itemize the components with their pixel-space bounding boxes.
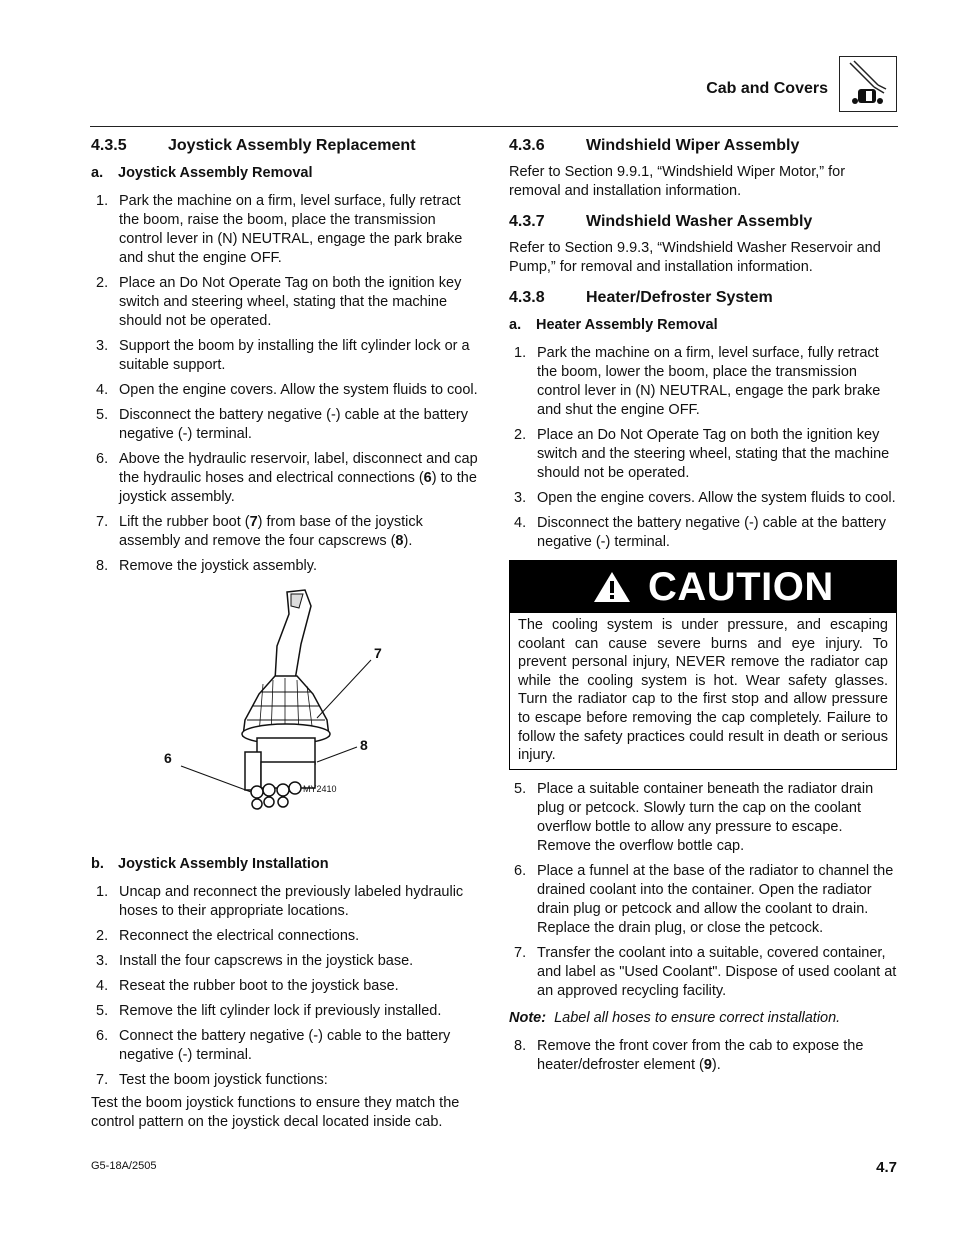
list-item bbox=[91, 337, 479, 375]
list-item bbox=[509, 344, 897, 420]
machine-icon bbox=[839, 56, 897, 112]
note-text: Label all hoses to ensure correct installation. bbox=[554, 1009, 841, 1026]
page-number: 4.7 bbox=[876, 1159, 897, 1176]
step-text: Uncap and reconnect the previously labeled hydraulic hoses to their appropriate locations. bbox=[119, 884, 464, 919]
caution-word: CAUTION bbox=[648, 564, 834, 609]
step-text: Test the boom joystick functions: bbox=[119, 1072, 328, 1088]
caution-text: The cooling system is under pressure, and escaping coolant can cause severe burns and eye injury. To prevent personal injury, NEVER remove the radiator cap while the cooling system is hot. Wear safety glasses. Turn the radiator cap to the first stop and allow pressure to escape before removing the cap completely. Failure to follow the safety practices could result in death or serious injury. bbox=[518, 617, 888, 764]
step-text: Connect the battery negative (-) cable to the battery negative (-) terminal. bbox=[119, 1028, 451, 1063]
section-heading-4-3-6 bbox=[509, 136, 897, 156]
caution-box bbox=[509, 560, 897, 770]
section-title: Heater/Defroster System bbox=[586, 289, 773, 306]
step-text: Place a suitable container beneath the radiator drain plug or petcock. Slowly turn the cap on the coolant overflow bottle to allow any pressure to escape. Remove the overflow bottle cap. bbox=[537, 780, 874, 854]
step-number: 3. bbox=[96, 338, 109, 354]
subheading-joystick-removal bbox=[91, 163, 479, 183]
step-text: Place an Do Not Operate Tag on both the ignition key switch and steering wheel, stating that the machine should not be operated. bbox=[119, 275, 462, 329]
step-number: 6. bbox=[96, 1028, 109, 1044]
step-number: 4. bbox=[96, 382, 109, 398]
step-text: Lift the rubber boot (7) from base of the joystick assembly and remove the four capscrews (8). bbox=[119, 514, 423, 549]
section-heading-4-3-7 bbox=[509, 212, 897, 232]
subheading-letter: a. bbox=[91, 165, 104, 181]
callout-8: 8 bbox=[360, 737, 368, 753]
step-text: Park the machine on a firm, level surface, fully retract the boom, raise the boom, place the transmission control lever in (N) NEUTRAL, engage the park brake and shut the engine OFF. bbox=[119, 193, 463, 266]
section-title: Windshield Washer Assembly bbox=[586, 213, 813, 230]
note bbox=[509, 1009, 897, 1028]
caution-header bbox=[510, 561, 896, 613]
section-heading-4-3-5 bbox=[91, 136, 479, 156]
list-item bbox=[91, 274, 479, 331]
closing-paragraph: Test the boom joystick functions to ensure they match the control pattern on the joystick decal located inside cab. bbox=[91, 1095, 460, 1130]
list-item bbox=[91, 406, 479, 444]
list-item bbox=[509, 514, 897, 552]
step-text: Remove the front cover from the cab to expose the heater/defroster element (9). bbox=[537, 1037, 864, 1073]
step-text: Support the boom by installing the lift cylinder lock or a suitable support. bbox=[119, 338, 470, 373]
section-title: Joystick Assembly Replacement bbox=[168, 137, 416, 154]
section-number: 4.3.8 bbox=[509, 289, 545, 306]
step-number: 2. bbox=[96, 275, 109, 291]
subheading-joystick-installation bbox=[91, 854, 479, 874]
list-item bbox=[91, 977, 479, 996]
step-text: Remove the lift cylinder lock if previously installed. bbox=[119, 1003, 442, 1019]
subheading-letter: b. bbox=[91, 856, 104, 872]
step-number: 8. bbox=[96, 558, 109, 574]
list-item bbox=[91, 513, 479, 551]
step-number: 2. bbox=[96, 928, 109, 944]
document-id: G5-18A/2505 bbox=[91, 1160, 157, 1172]
step-text: Reconnect the electrical connections. bbox=[119, 928, 360, 944]
joystick-assembly-illustration bbox=[91, 584, 479, 844]
subheading-title: Joystick Assembly Removal bbox=[118, 165, 313, 181]
callout-6: 6 bbox=[164, 750, 172, 766]
right-column bbox=[509, 136, 897, 1083]
step-number: 8. bbox=[514, 1037, 527, 1054]
step-text: Park the machine on a firm, level surface, fully retract the boom, lower the boom, place the transmission control lever in (N) NEUTRAL, engage the park brake and shut the engine OFF. bbox=[537, 345, 881, 418]
list-item bbox=[91, 952, 479, 971]
list-item bbox=[509, 426, 897, 483]
step-number: 4. bbox=[514, 515, 527, 531]
list-item bbox=[91, 883, 479, 921]
list-item bbox=[509, 1037, 897, 1075]
step-number: 7. bbox=[96, 514, 109, 530]
step-text: Open the engine covers. Allow the system fluids to cool. bbox=[119, 382, 478, 398]
step-text: Open the engine covers. Allow the system fluids to cool. bbox=[537, 490, 896, 506]
heater-removal-steps-1-4 bbox=[509, 344, 897, 552]
step-number: 5. bbox=[96, 407, 109, 423]
section-heading-4-3-8 bbox=[509, 288, 897, 308]
step-text: Place a funnel at the base of the radiator to channel the drained coolant into the container. Open the radiator drain plug or petcock and allow the coolant to drain. Replace the drain plug, or close the petcock. bbox=[537, 862, 894, 936]
header-rule bbox=[90, 126, 898, 127]
step-number: 5. bbox=[514, 780, 527, 797]
subheading-title: Heater Assembly Removal bbox=[536, 317, 718, 333]
joystick-removal-steps bbox=[91, 192, 479, 576]
list-item bbox=[509, 862, 897, 938]
step-text: Place an Do Not Operate Tag on both the ignition key switch and the steering wheel, stating that the machine should not be operated. bbox=[537, 427, 890, 481]
step-number: 5. bbox=[96, 1003, 109, 1019]
list-item bbox=[91, 1071, 479, 1090]
subheading-title: Joystick Assembly Installation bbox=[118, 856, 329, 872]
section-number: 4.3.5 bbox=[91, 137, 127, 154]
step-number: 1. bbox=[96, 884, 109, 900]
list-item bbox=[91, 927, 479, 946]
list-item bbox=[91, 1002, 479, 1021]
step-number: 1. bbox=[96, 193, 109, 209]
figure-id: MY2410 bbox=[303, 784, 337, 794]
step-number: 7. bbox=[514, 944, 527, 961]
section-header-title: Cab and Covers bbox=[706, 80, 828, 97]
list-item bbox=[509, 489, 897, 508]
washer-paragraph: Refer to Section 9.9.3, “Windshield Washer Reservoir and Pump,” for removal and installation information. bbox=[509, 240, 881, 275]
list-item bbox=[509, 944, 897, 1001]
section-number: 4.3.7 bbox=[509, 213, 545, 230]
list-item bbox=[91, 192, 479, 268]
step-text: Remove the joystick assembly. bbox=[119, 558, 317, 574]
subheading-letter: a. bbox=[509, 317, 522, 333]
heater-removal-step-8 bbox=[509, 1037, 897, 1075]
list-item bbox=[91, 1027, 479, 1065]
step-number: 2. bbox=[514, 427, 527, 443]
step-number: 6. bbox=[96, 451, 109, 467]
step-number: 6. bbox=[514, 862, 527, 879]
list-item bbox=[91, 450, 479, 507]
callout-7: 7 bbox=[374, 645, 382, 661]
step-text: Transfer the coolant into a suitable, covered container, and label as "Used Coolant". Dispose of used coolant at an approved recycling facility. bbox=[537, 944, 897, 999]
step-number: 3. bbox=[96, 953, 109, 969]
warning-triangle-icon bbox=[592, 569, 632, 605]
step-text: Install the four capscrews in the joystick base. bbox=[119, 953, 414, 969]
heater-removal-steps-5-7 bbox=[509, 780, 897, 1001]
step-text: Reseat the rubber boot to the joystick base. bbox=[119, 978, 399, 994]
subheading-heater-removal bbox=[509, 315, 897, 335]
step-text: Disconnect the battery negative (-) cable at the battery negative (-) terminal. bbox=[119, 407, 468, 442]
step-number: 1. bbox=[514, 345, 527, 361]
joystick-figure bbox=[91, 584, 479, 844]
step-text: Disconnect the battery negative (-) cable at the battery negative (-) terminal. bbox=[537, 515, 886, 550]
joystick-installation-steps bbox=[91, 883, 479, 1090]
wiper-paragraph: Refer to Section 9.9.1, “Windshield Wiper Motor,” for removal and installation information. bbox=[509, 164, 846, 199]
note-label: Note: bbox=[509, 1009, 547, 1026]
section-title: Windshield Wiper Assembly bbox=[586, 137, 800, 154]
section-number: 4.3.6 bbox=[509, 137, 545, 154]
list-item bbox=[509, 780, 897, 856]
step-number: 4. bbox=[96, 978, 109, 994]
step-number: 7. bbox=[96, 1072, 109, 1088]
left-column bbox=[91, 136, 479, 1143]
step-number: 3. bbox=[514, 490, 527, 506]
list-item bbox=[91, 381, 479, 400]
list-item bbox=[91, 557, 479, 576]
step-text: Above the hydraulic reservoir, label, disconnect and cap the hydraulic hoses and electrical connections (6) to the joystick assembly. bbox=[119, 451, 478, 505]
